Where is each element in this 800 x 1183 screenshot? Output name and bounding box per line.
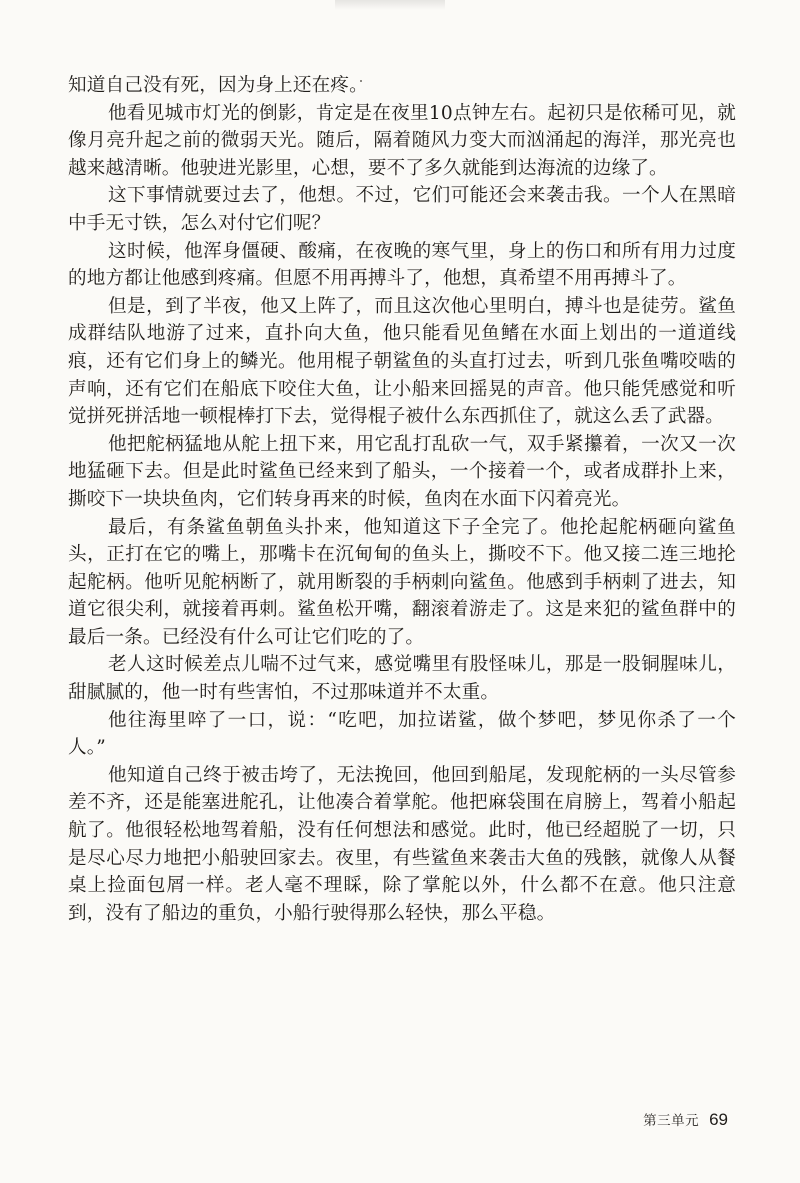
paragraph-5: 但是，到了半夜，他又上阵了，而且这次他心里明白，搏斗也是徒劳。鲨鱼成群结队地游了过来，直扑向大鱼，他只能看见鱼鳍在水面上划出的一道道线痕，还有它们身上的鳞光。他用棍子朝鲨鱼的头直打过去，听到几张鱼嘴咬啮的声响，还有它们在船底下咬住大鱼，让小船来回摇晃的声音。他只能凭感觉和听觉拼死拼活地一顿棍棒打下去，觉得棍子被什么东西抓住了，就这么丢了武器。	[68, 295, 736, 428]
paragraph-8: 老人这时候差点儿喘不过气来，感觉嘴里有股怪味儿，那是一股铜腥味儿，甜腻腻的，他一时有些害怕，不过那味道并不太重。	[68, 654, 736, 704]
scan-smudge	[335, 0, 445, 10]
paragraph-3: 这下事情就要过去了，他想。不过，它们可能还会来袭击我。一个人在黑暗中手无寸铁，怎么对付它们呢？	[68, 185, 736, 234]
paragraph-9: 他往海里啐了一口，说：“吃吧，加拉诺鲨，做个梦吧，梦见你杀了一个人。”	[68, 709, 736, 759]
page-footer	[643, 1109, 728, 1133]
paragraph-7: 最后，有条鲨鱼朝鱼头扑来，他知道这下子全完了。他抡起舵柄砸向鲨鱼头，正打在它的嘴上，那嘴卡在沉甸甸的鱼头上，撕咬不下。他又接二连三地抡起舵柄。他听见舵柄断了，就用断裂的手柄刺向鲨鱼。他感到手柄刺了进去，知道它很尖利，就接着再刺。鲨鱼松开嘴，翻滚着游走了。这是来犯的鲨鱼群中的最后一条。已经没有什么可让它们吃的了。	[68, 516, 736, 648]
body-text	[68, 72, 736, 927]
page-number: 69	[709, 1110, 728, 1129]
paragraph-1: 知道自己没有死，因为身上还在疼。	[68, 75, 368, 96]
paragraph-2: 他看见城市灯光的倒影，肯定是在夜里10点钟左右。起初只是依稀可见，就像月亮升起之前的微弱天光。随后，隔着随风力变大而汹涌起的海洋，那光亮也越来越清晰。他驶进光影里，心想，要不了多久就能到达海流的边缘了。	[68, 102, 736, 179]
paragraph-10: 他知道自己终于被击垮了，无法挽回，他回到船尾，发现舵柄的一头尽管参差不齐，还是能塞进舵孔，让他凑合着掌舵。他把麻袋围在肩膀上，驾着小船起航了。他很轻松地驾着船，没有任何想法和感觉。此时，他已经超脱了一切，只是尽心尽力地把小船驶回家去。夜里，有些鲨鱼来袭击大鱼的残骸，就像人从餐桌上捡面包屑一样。老人毫不理睬，除了掌舵以外，什么都不在意。他只注意到，没有了船边的重负，小船行驶得那么轻快，那么平稳。	[68, 764, 736, 924]
paragraph-6: 他把舵柄猛地从舵上扭下来，用它乱打乱砍一气，双手紧攥着，一次又一次地猛砸下去。但是此时鲨鱼已经来到了船头，一个接着一个，或者成群扑上来，撕咬下一块块鱼肉，它们转身再来的时候，鱼肉在水面下闪着亮光。	[68, 433, 736, 510]
unit-label: 第三单元	[643, 1113, 700, 1129]
paragraph-4: 这时候，他浑身僵硬、酸痛，在夜晚的寒气里，身上的伤口和所有用力过度的地方都让他感到疼痛。但愿不用再搏斗了，他想，真希望不用再搏斗了。	[68, 240, 736, 290]
